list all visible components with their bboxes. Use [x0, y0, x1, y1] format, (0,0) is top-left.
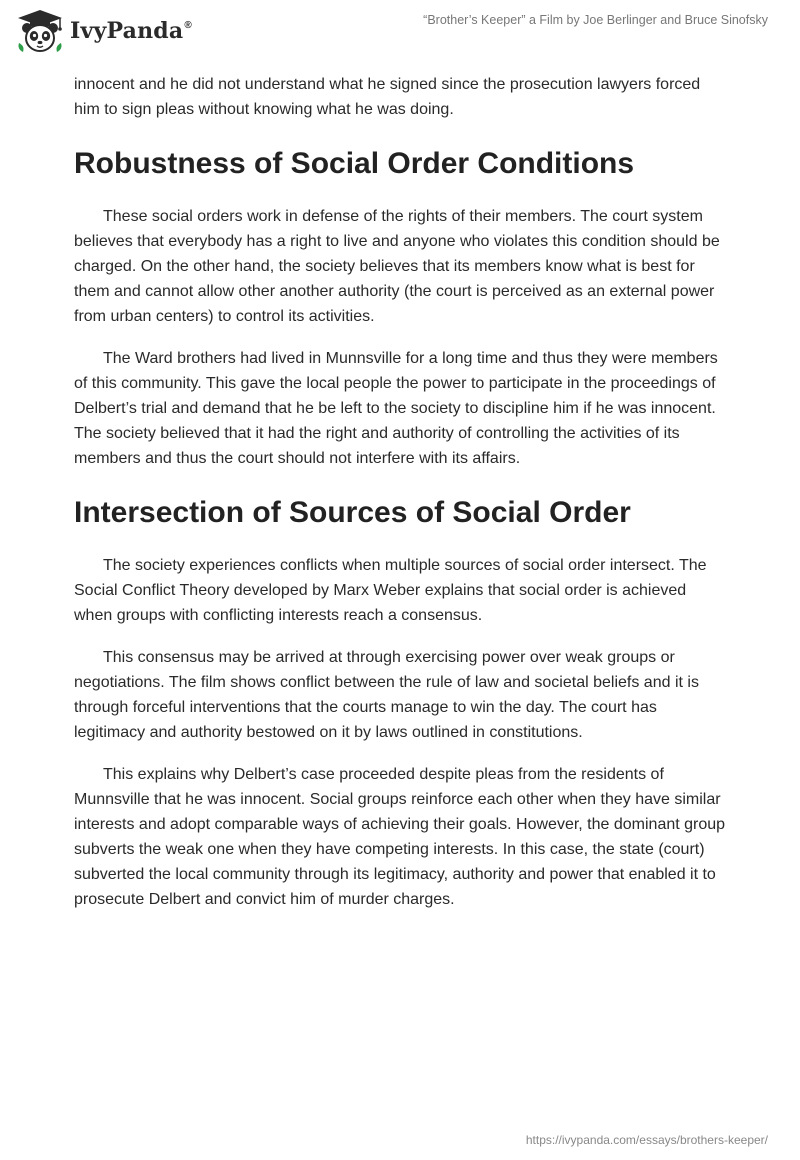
section-heading-intersection: Intersection of Sources of Social Order — [74, 496, 631, 529]
paragraph: The society experiences conflicts when multiple sources of social order intersect. The Social Conflict Theory developed by Marx Weber explains that social order is achieved when groups with conflicting interests reach a consensus. — [74, 557, 707, 624]
brand-logo[interactable] — [16, 9, 192, 53]
intro-paragraph: innocent and he did not understand what he signed since the prosecution lawyers forced him to sign pleas without knowing what he was doing. — [74, 76, 701, 118]
essay-body — [74, 72, 726, 929]
brand-name: IvyPanda® — [70, 18, 192, 44]
page-header — [0, 0, 800, 64]
panda-graduate-icon — [16, 9, 64, 53]
document-title: “Brother’s Keeper” a Film by Joe Berlinger and Bruce Sinofsky — [423, 13, 768, 27]
paragraph: This consensus may be arrived at through exercising power over weak groups or negotiations. The film shows conflict between the rule of law and societal beliefs and it is through forceful interventions that the courts manage to win the day. The court has legitimacy and authority bestowed on it by laws outlined in constitutions. — [74, 649, 699, 741]
paragraph: The Ward brothers had lived in Munnsville for a long time and thus they were members of this community. This gave the local people the power to participate in the proceedings of Delbert’s trial and demand that he be left to the society to discipline him if he was innocent. The society believed that it had the right and authority of controlling the activities of its members and thus the court should not interfere with its affairs. — [74, 350, 718, 467]
paragraph: This explains why Delbert’s case proceeded despite pleas from the residents of Munnsville that he was innocent. Social groups reinforce each other when they have similar interests and adopt comparable ways of achieving their goals. However, the dominant group subverts the weak one when they have competing interests. In this case, the state (court) subverted the local community through its legitimacy, authority and power that enabled it to prosecute Delbert and convict him of murder charges. — [74, 766, 726, 908]
source-url-link[interactable]: https://ivypanda.com/essays/brothers-keeper/ — [525, 1133, 768, 1147]
paragraph: These social orders work in defense of the rights of their members. The court system believes that everybody has a right to live and anyone who violates this condition should be charged. On the other hand, the society believes that its members know what is best for them and cannot allow other another authority (the court is perceived as an external power from urban centers) to control its activities. — [74, 208, 720, 325]
section-heading-robustness: Robustness of Social Order Conditions — [74, 147, 635, 180]
